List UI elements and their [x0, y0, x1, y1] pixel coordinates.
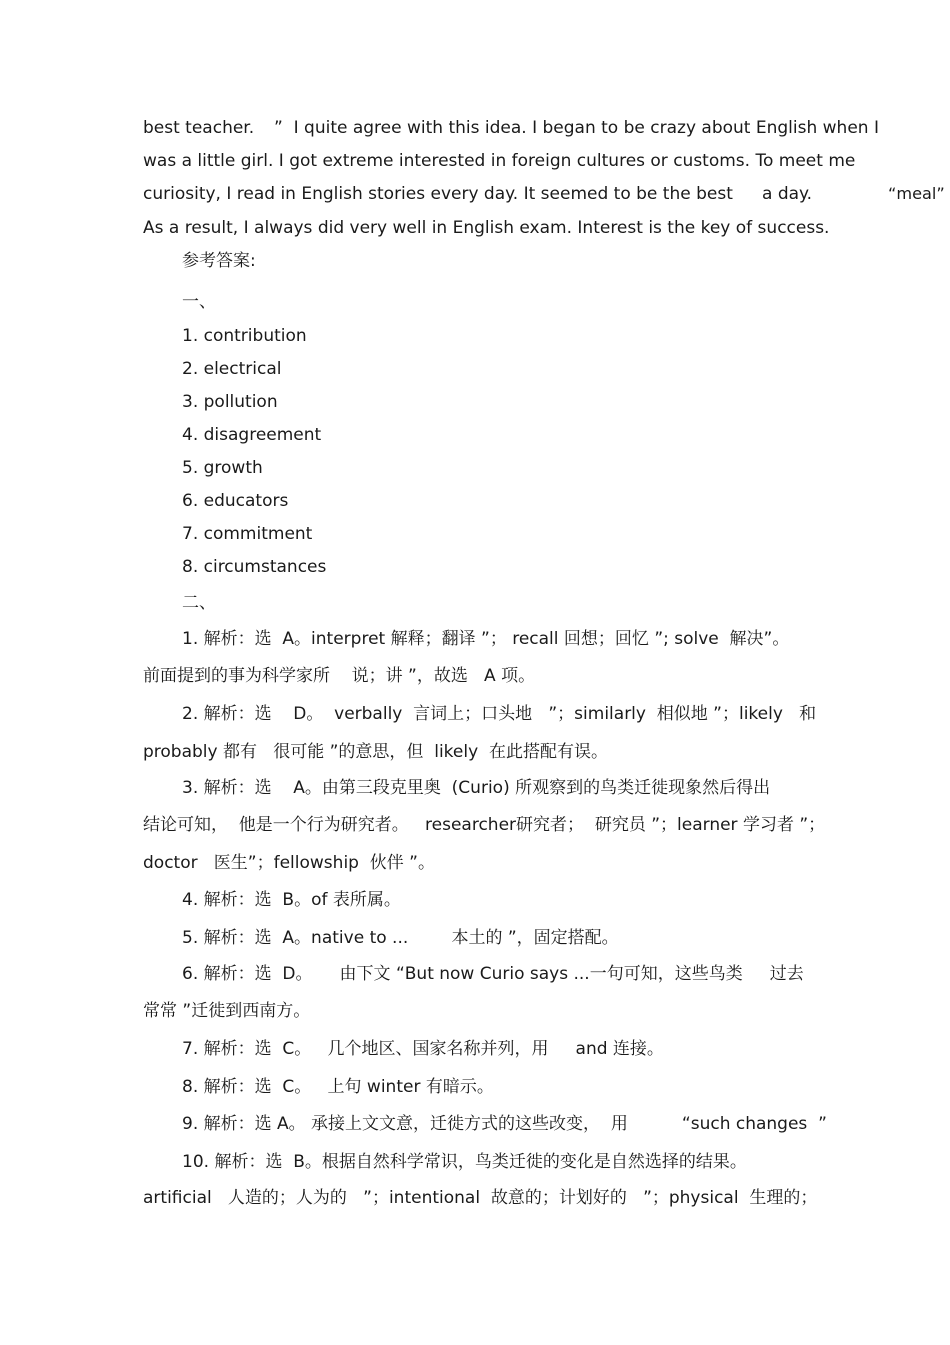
essay-line: best teacher. [143, 118, 255, 138]
explanation-line: 常常 ”迁徙到西南方。 [143, 1001, 311, 1021]
essay-line: curiosity, I read in English stories every day. It seemed to be the best [143, 184, 733, 204]
explanation-line: 前面提到的事为科学家所 说；讲 ”，故选 A 项。 [143, 666, 536, 686]
essay-line: As a result, I always did very well in English exam. Interest is the key of success. [143, 218, 830, 238]
essay-line: ” I quite agree with this idea. I began to be crazy about English when I [274, 118, 879, 138]
answers-heading: 参考答案: [182, 251, 256, 271]
answer-item: 2. electrical [182, 359, 282, 379]
explanation-line: 5. 解析：选 A。native to ... 本土的 ”，固定搭配。 [182, 928, 619, 948]
explanation-line: 9. 解析：选 A。 承接上文文意，迁徙方式的这些改变， 用 “such changes ” [182, 1114, 827, 1134]
explanation-line: 6. 解析：选 D。 由下文 “But now Curio says ...一句可知，这些鸟类 过去 [182, 964, 804, 984]
answer-item: 4. disagreement [182, 425, 322, 445]
explanation-line: artificial 人造的；人为的 ”；intentional 故意的；计划好的 ”；physical 生理的； [143, 1188, 818, 1208]
essay-line: “meal” [888, 184, 945, 203]
explanation-line: probably 都有 很可能 ”的意思，但 likely 在此搭配有误。 [143, 742, 608, 762]
explanation-line: 4. 解析：选 B。of 表所属。 [182, 890, 401, 910]
answer-item: 6. educators [182, 491, 289, 511]
section-heading: 二、 [182, 593, 216, 613]
section-heading: 一、 [182, 292, 216, 312]
essay-line: a day. [762, 184, 813, 204]
explanation-line: 3. 解析：选 A。由第三段克里奥 (Curio) 所观察到的鸟类迁徙现象然后得出 [182, 778, 771, 798]
explanation-line: doctor 医生”；fellowship 伙伴 ”。 [143, 853, 435, 873]
answer-item: 5. growth [182, 458, 263, 478]
answer-item: 1. contribution [182, 326, 307, 346]
explanation-line: 8. 解析：选 C。 上句 winter 有暗示。 [182, 1077, 494, 1097]
answer-item: 8. circumstances [182, 557, 327, 577]
essay-line: was a little girl. I got extreme interested in foreign cultures or customs. To meet me [143, 151, 856, 171]
answer-item: 7. commitment [182, 524, 313, 544]
explanation-line: 2. 解析：选 D。 verbally 言词上；口头地 ”；similarly 相似地 ”；likely 和 [182, 704, 817, 724]
explanation-line: 10. 解析：选 B。根据自然科学常识，鸟类迁徙的变化是自然选择的结果。 [182, 1152, 747, 1172]
explanation-line: 结论可知， 他是一个行为研究者。 researcher研究者； 研究员 ”；learner 学习者 ”； [143, 815, 826, 835]
explanation-line: 7. 解析：选 C。 几个地区、国家名称并列，用 and 连接。 [182, 1039, 664, 1059]
answer-item: 3. pollution [182, 392, 278, 412]
explanation-line: 1. 解析：选 A。interpret 解释；翻译 ”； recall 回想；回忆 ”; solve 解决”。 [182, 629, 790, 649]
